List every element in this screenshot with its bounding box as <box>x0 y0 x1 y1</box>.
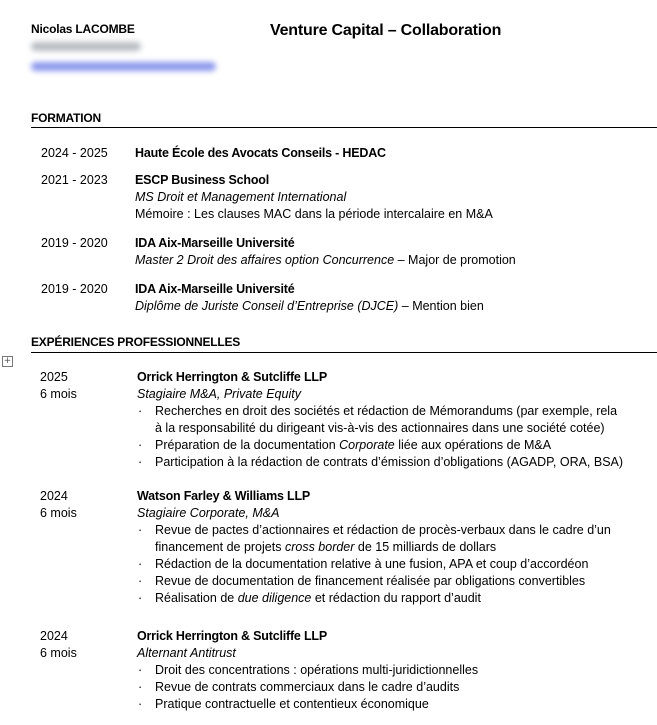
formation-entry <box>135 281 484 315</box>
list-item <box>137 573 611 590</box>
experience-duration: 6 mois <box>40 387 77 401</box>
experience-year: 2025 <box>40 370 68 384</box>
task-list <box>137 403 623 471</box>
task-text-emphasis: Corporate <box>339 438 395 452</box>
task-text: Participation à la rédaction de contrats d’émission d’obligations (AGADP, ORA, BSA) <box>155 455 624 469</box>
task-text: Pratique contractuelle et contentieux économique <box>155 697 429 711</box>
institution-name: IDA Aix-Marseille Université <box>135 282 295 296</box>
experience-year: 2024 <box>40 629 68 643</box>
institution-name: ESCP Business School <box>135 173 270 187</box>
task-text-emphasis: cross border <box>284 540 355 554</box>
degree-line <box>135 298 484 315</box>
firm-name: Orrick Herrington & Sutcliffe LLP <box>137 370 327 384</box>
task-text: et rédaction du rapport d’audit <box>311 591 481 605</box>
experience-year: 2024 <box>40 489 68 503</box>
list-item <box>137 437 623 454</box>
experience-duration: 6 mois <box>40 646 77 660</box>
task-text-continued <box>155 539 611 556</box>
section-heading-formation: FORMATION <box>31 111 101 125</box>
redacted-contact-line <box>31 42 141 51</box>
experience-period <box>40 628 77 662</box>
formation-entry <box>135 172 493 223</box>
list-item <box>137 454 623 471</box>
redacted-email-link <box>31 62 216 71</box>
institution-name: IDA Aix-Marseille Université <box>135 236 295 250</box>
experience-period <box>40 488 77 522</box>
task-text: de 15 milliards de dollars <box>354 540 497 554</box>
task-text: Rédaction de la documentation relative à une fusion, APA et coup d’accordéon <box>155 557 589 571</box>
experience-entry <box>137 369 623 471</box>
formation-entry <box>135 235 516 269</box>
task-text: Réalisation de <box>155 591 238 605</box>
formation-entry <box>135 145 386 162</box>
degree: Master 2 Droit des affaires option Concurrence <box>135 253 395 267</box>
task-text: financement de projets <box>155 540 285 554</box>
distinction: – Major de promotion <box>394 253 516 267</box>
section-divider <box>31 127 657 128</box>
experience-entry <box>137 628 478 713</box>
list-item <box>137 403 623 437</box>
experience-duration: 6 mois <box>40 506 77 520</box>
experience-period <box>40 369 77 403</box>
job-role: Stagiaire Corporate, M&A <box>137 506 280 520</box>
task-list <box>137 522 611 607</box>
firm-name: Watson Farley & Williams LLP <box>137 489 311 503</box>
degree: MS Droit et Management International <box>135 190 347 204</box>
degree: Diplôme de Juriste Conseil d’Entreprise (DJCE) <box>135 299 399 313</box>
formation-date: 2024 - 2025 <box>41 146 108 160</box>
list-item <box>137 590 611 607</box>
list-item <box>137 679 478 696</box>
job-role: Alternant Antitrust <box>137 646 236 660</box>
degree-line <box>135 252 516 269</box>
list-item <box>137 556 611 573</box>
task-text: Revue de contrats commerciaux dans le cadre d’audits <box>155 680 460 694</box>
formation-date: 2019 - 2020 <box>41 236 108 250</box>
task-text: Préparation de la documentation <box>155 438 340 452</box>
institution-name: Haute École des Avocats Conseils - HEDAC <box>135 146 386 160</box>
list-item <box>137 662 478 679</box>
task-text: Revue de documentation de financement réalisée par obligations convertibles <box>155 574 586 588</box>
task-text: · Revue de pactes d’actionnaires et rédaction de procès-verbaux dans le cadre d’un <box>155 523 611 537</box>
move-handle-icon[interactable]: + <box>3 356 12 366</box>
section-heading-experiences: EXPÉRIENCES PROFESSIONNELLES <box>31 335 241 349</box>
distinction: – Mention bien <box>398 299 484 313</box>
document-title: Venture Capital – Collaboration <box>270 22 502 39</box>
firm-name: Orrick Herrington & Sutcliffe LLP <box>137 629 327 643</box>
job-role: Stagiaire M&A, Private Equity <box>137 387 301 401</box>
thesis: Mémoire : Les clauses MAC dans la période intercalaire en M&A <box>135 207 493 221</box>
task-text-emphasis: due diligence <box>237 591 312 605</box>
section-divider <box>31 352 657 353</box>
task-text: · Recherches en droit des sociétés et rédaction de Mémorandums (par exemple, rela <box>155 404 618 418</box>
task-text: liée aux opérations de M&A <box>394 438 552 452</box>
candidate-name: Nicolas LACOMBE <box>31 22 135 36</box>
formation-date: 2019 - 2020 <box>41 282 108 296</box>
list-item <box>137 522 611 556</box>
task-text: Droit des concentrations : opérations multi-juridictionnelles <box>155 663 479 677</box>
task-text-continued: à la responsabilité du dirigeant vis-à-vis des actionnaires dans une société cotée) <box>155 421 605 435</box>
task-list <box>137 662 478 713</box>
formation-date: 2021 - 2023 <box>41 173 108 187</box>
list-item <box>137 696 478 713</box>
experience-entry <box>137 488 611 607</box>
